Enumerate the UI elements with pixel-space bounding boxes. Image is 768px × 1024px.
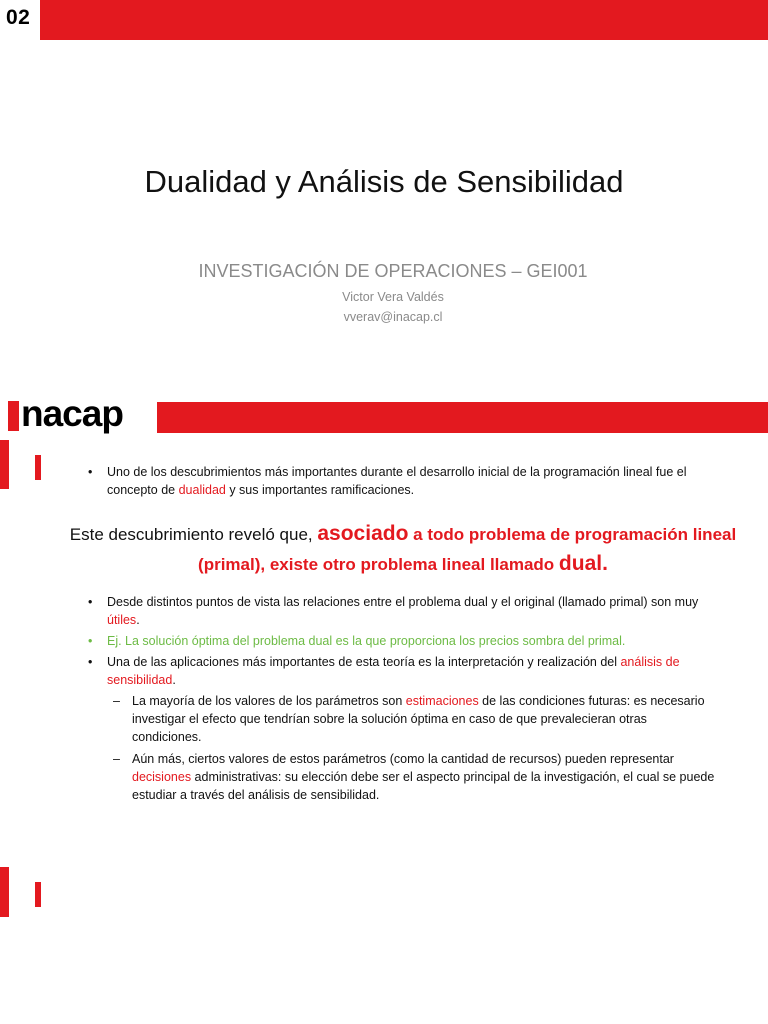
highlight-utiles: útiles <box>107 613 137 627</box>
page-number: 02 <box>6 6 31 29</box>
dash-marker: – <box>113 752 120 766</box>
bullet-ejemplo: • Ej. La solución óptima del problema dual es la que proporciona los precios sombra del primal. <box>88 634 626 648</box>
highlight-decisiones: decisiones <box>132 770 192 784</box>
slide-body <box>69 463 737 804</box>
inacap-logo <box>8 393 123 435</box>
bullet-relaciones: • Desde distintos puntos de vista las relaciones entre el problema dual y el original (llamado primal) son muy útiles. <box>88 595 699 627</box>
logo-i-mark <box>8 401 19 431</box>
logo-text: nacap <box>21 393 123 434</box>
author-email: vverav@inacap.cl <box>343 310 443 324</box>
highlight-analisis: análisis de sensibilidad <box>107 655 680 687</box>
course-subtitle: INVESTIGACIÓN DE OPERACIONES – GEI001 <box>198 261 588 281</box>
bullet-aplicaciones: • Una de las aplicaciones más importantes de esta teoría es la interpretación y realización del análisis de sensibilidad. <box>88 655 680 687</box>
highlight-asociado: asociado <box>317 522 409 545</box>
content-slide <box>0 385 768 1024</box>
side-strip-top <box>0 440 9 489</box>
bullet-marker: • <box>88 595 93 609</box>
top-red-bar <box>40 0 768 40</box>
highlight-dual: dual <box>558 552 603 575</box>
highlight-dualidad: dualidad <box>178 483 226 497</box>
side-mark-top <box>35 455 41 480</box>
slide-title: Dualidad y Análisis de Sensibilidad <box>144 164 624 199</box>
bullet-marker: • <box>88 634 93 648</box>
side-mark-bottom <box>35 882 41 907</box>
author-name: Victor Vera Valdés <box>342 290 444 304</box>
key-statement: Este descubrimiento reveló que, asociado a todo problema de programación lineal (primal), existe otro problema lineal llamado dual. <box>69 522 737 575</box>
bullet-marker: • <box>88 465 93 479</box>
bullet-marker: • <box>88 655 93 669</box>
header-red-bar <box>157 402 768 433</box>
highlight-estimaciones: estimaciones <box>405 694 479 708</box>
dash-marker: – <box>113 694 120 708</box>
title-slide <box>0 0 768 385</box>
sub-bullet-estimaciones: – La mayoría de los valores de los parámetros son estimaciones de las condiciones futuras: es necesario investigar el efecto que tendrían sobre la solución óptima en caso de que prevalecieran otras condiciones. <box>113 694 705 744</box>
side-strip-bottom <box>0 867 9 917</box>
bullet-dualidad: • Uno de los descubrimientos más importantes durante el desarrollo inicial de la programación lineal fue el concepto de dualidad y sus importantes ramificaciones. <box>88 465 687 497</box>
sub-bullet-decisiones: – Aún más, ciertos valores de estos parámetros (como la cantidad de recursos) pueden representar decisiones administrativas: su elección debe ser el aspecto principal de la investigación, el cual se puede estudiar a través del análisis de sensibilidad. <box>113 752 715 802</box>
